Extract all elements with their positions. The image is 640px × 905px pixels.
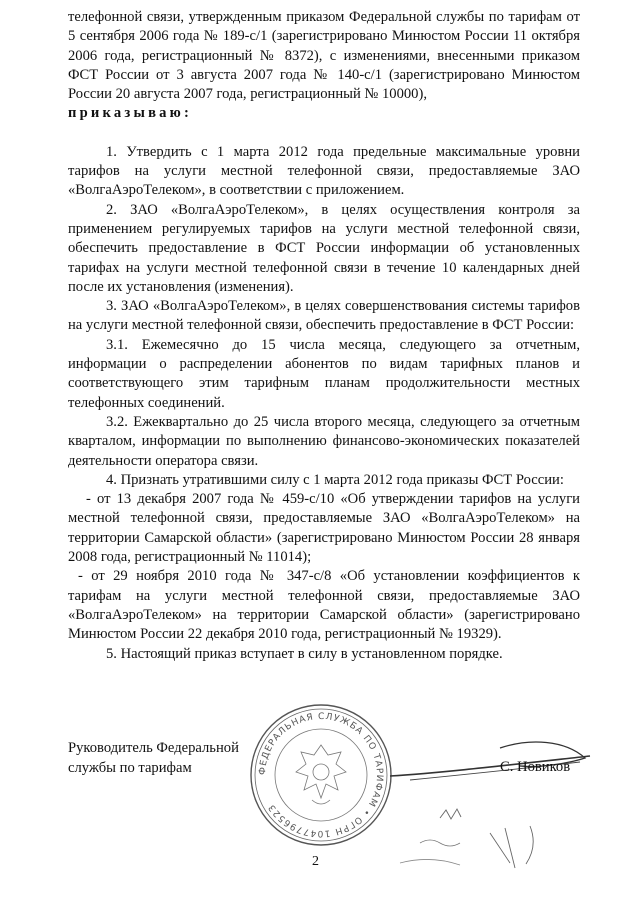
clause-5: 5. Настоящий приказ вступает в силу в установленном порядке.: [106, 645, 503, 662]
emblem-icon: [296, 745, 346, 804]
signatory-name: С. Новиков: [500, 759, 571, 775]
clause-3-2: 3.2. Ежеквартально до 25 числа второго месяца, следующего за отчетным кварталом, информации по выполнению финансово-экономических показателей деятельности оператора связи.: [68, 413, 580, 469]
clause-3: 3. ЗАО «ВолгаАэроТелеком», в целях совершенствования системы тарифов на услуги местной телефонной связи, обеспечить предоставление в ФСТ России:: [68, 298, 580, 334]
position-line-1: Руководитель Федеральной: [68, 740, 239, 756]
clause-3-1: 3.1. Ежемесячно до 15 числа месяца, следующего за отчетным, информации о распределении абонентов по видам тарифных планов и соответствующего этим тарифным планам продолжительности местных телефонных соединений.: [68, 336, 580, 411]
clause-4: 4. Признать утратившими силу с 1 марта 2012 года приказы ФСТ России:: [106, 471, 564, 488]
clause-2: 2. ЗАО «ВолгаАэроТелеком», в целях осуществления контроля за применением регулируемых тарифов на услуги местной телефонной связи, обеспечить предоставление в ФСТ России информации об установленных тарифах на услуги местной телефонной связи в течение 10 календарных дней после их установления (изменения).: [68, 201, 580, 295]
clause-1: 1. Утвердить с 1 марта 2012 года предельные максимальные уровни тарифов на услуги местной телефонной связи, предоставляемые ЗАО «ВолгаАэроТелеком», в соответствии с приложением.: [68, 143, 580, 199]
clause-4-item-b: - от 29 ноября 2010 года № 347-с/8 «Об установлении коэффициентов к тарифам на услуги местной телефонной связи, предоставляемые ЗАО «ВолгаАэроТелеком» на территории Самарской области» (зарегистрировано Минюстом России 22 декабря 2010 года, регистрационный № 19329).: [68, 568, 580, 643]
position-line-2: службы по тарифам: [68, 759, 192, 776]
order-keyword: приказываю:: [68, 105, 193, 122]
seal-ring-text: ФЕДЕРАЛЬНАЯ СЛУЖБА ПО ТАРИФАМ • ОГРН 1047796523: [257, 711, 385, 839]
intro-paragraph: телефонной связи, утвержденным приказом Федеральной службы по тарифам от 5 сентября 2006 года № 189-с/1 (зарегистрировано Минюстом России 11 октября 2006 года, регистрационный № 8372), с изменениями, внесенными приказом ФСТ России от 3 августа 2007 года № 140-с/1 (зарегистрировано Минюстом России 20 августа 2007 года, регистрационный № 10000),: [68, 9, 580, 103]
svg-text:ФЕДЕРАЛЬНАЯ СЛУЖБА ПО ТАРИФАМ: [258, 712, 384, 838]
document-body: [68, 8, 580, 664]
signatory-position: [68, 739, 239, 778]
handwritten-signature: [380, 718, 600, 888]
clause-4-item-a: - от 13 декабря 2007 года № 459-с/10 «Об утверждении тарифов на услуги местной телефонной связи, предоставляемые ЗАО «ВолгаАэроТелеком» на территории Самарской области» (зарегистрировано Минюстом России 28 января 2008 года, регистрационный № 11014);: [68, 491, 580, 566]
page-number: 2: [312, 854, 319, 869]
official-seal: [246, 700, 396, 850]
